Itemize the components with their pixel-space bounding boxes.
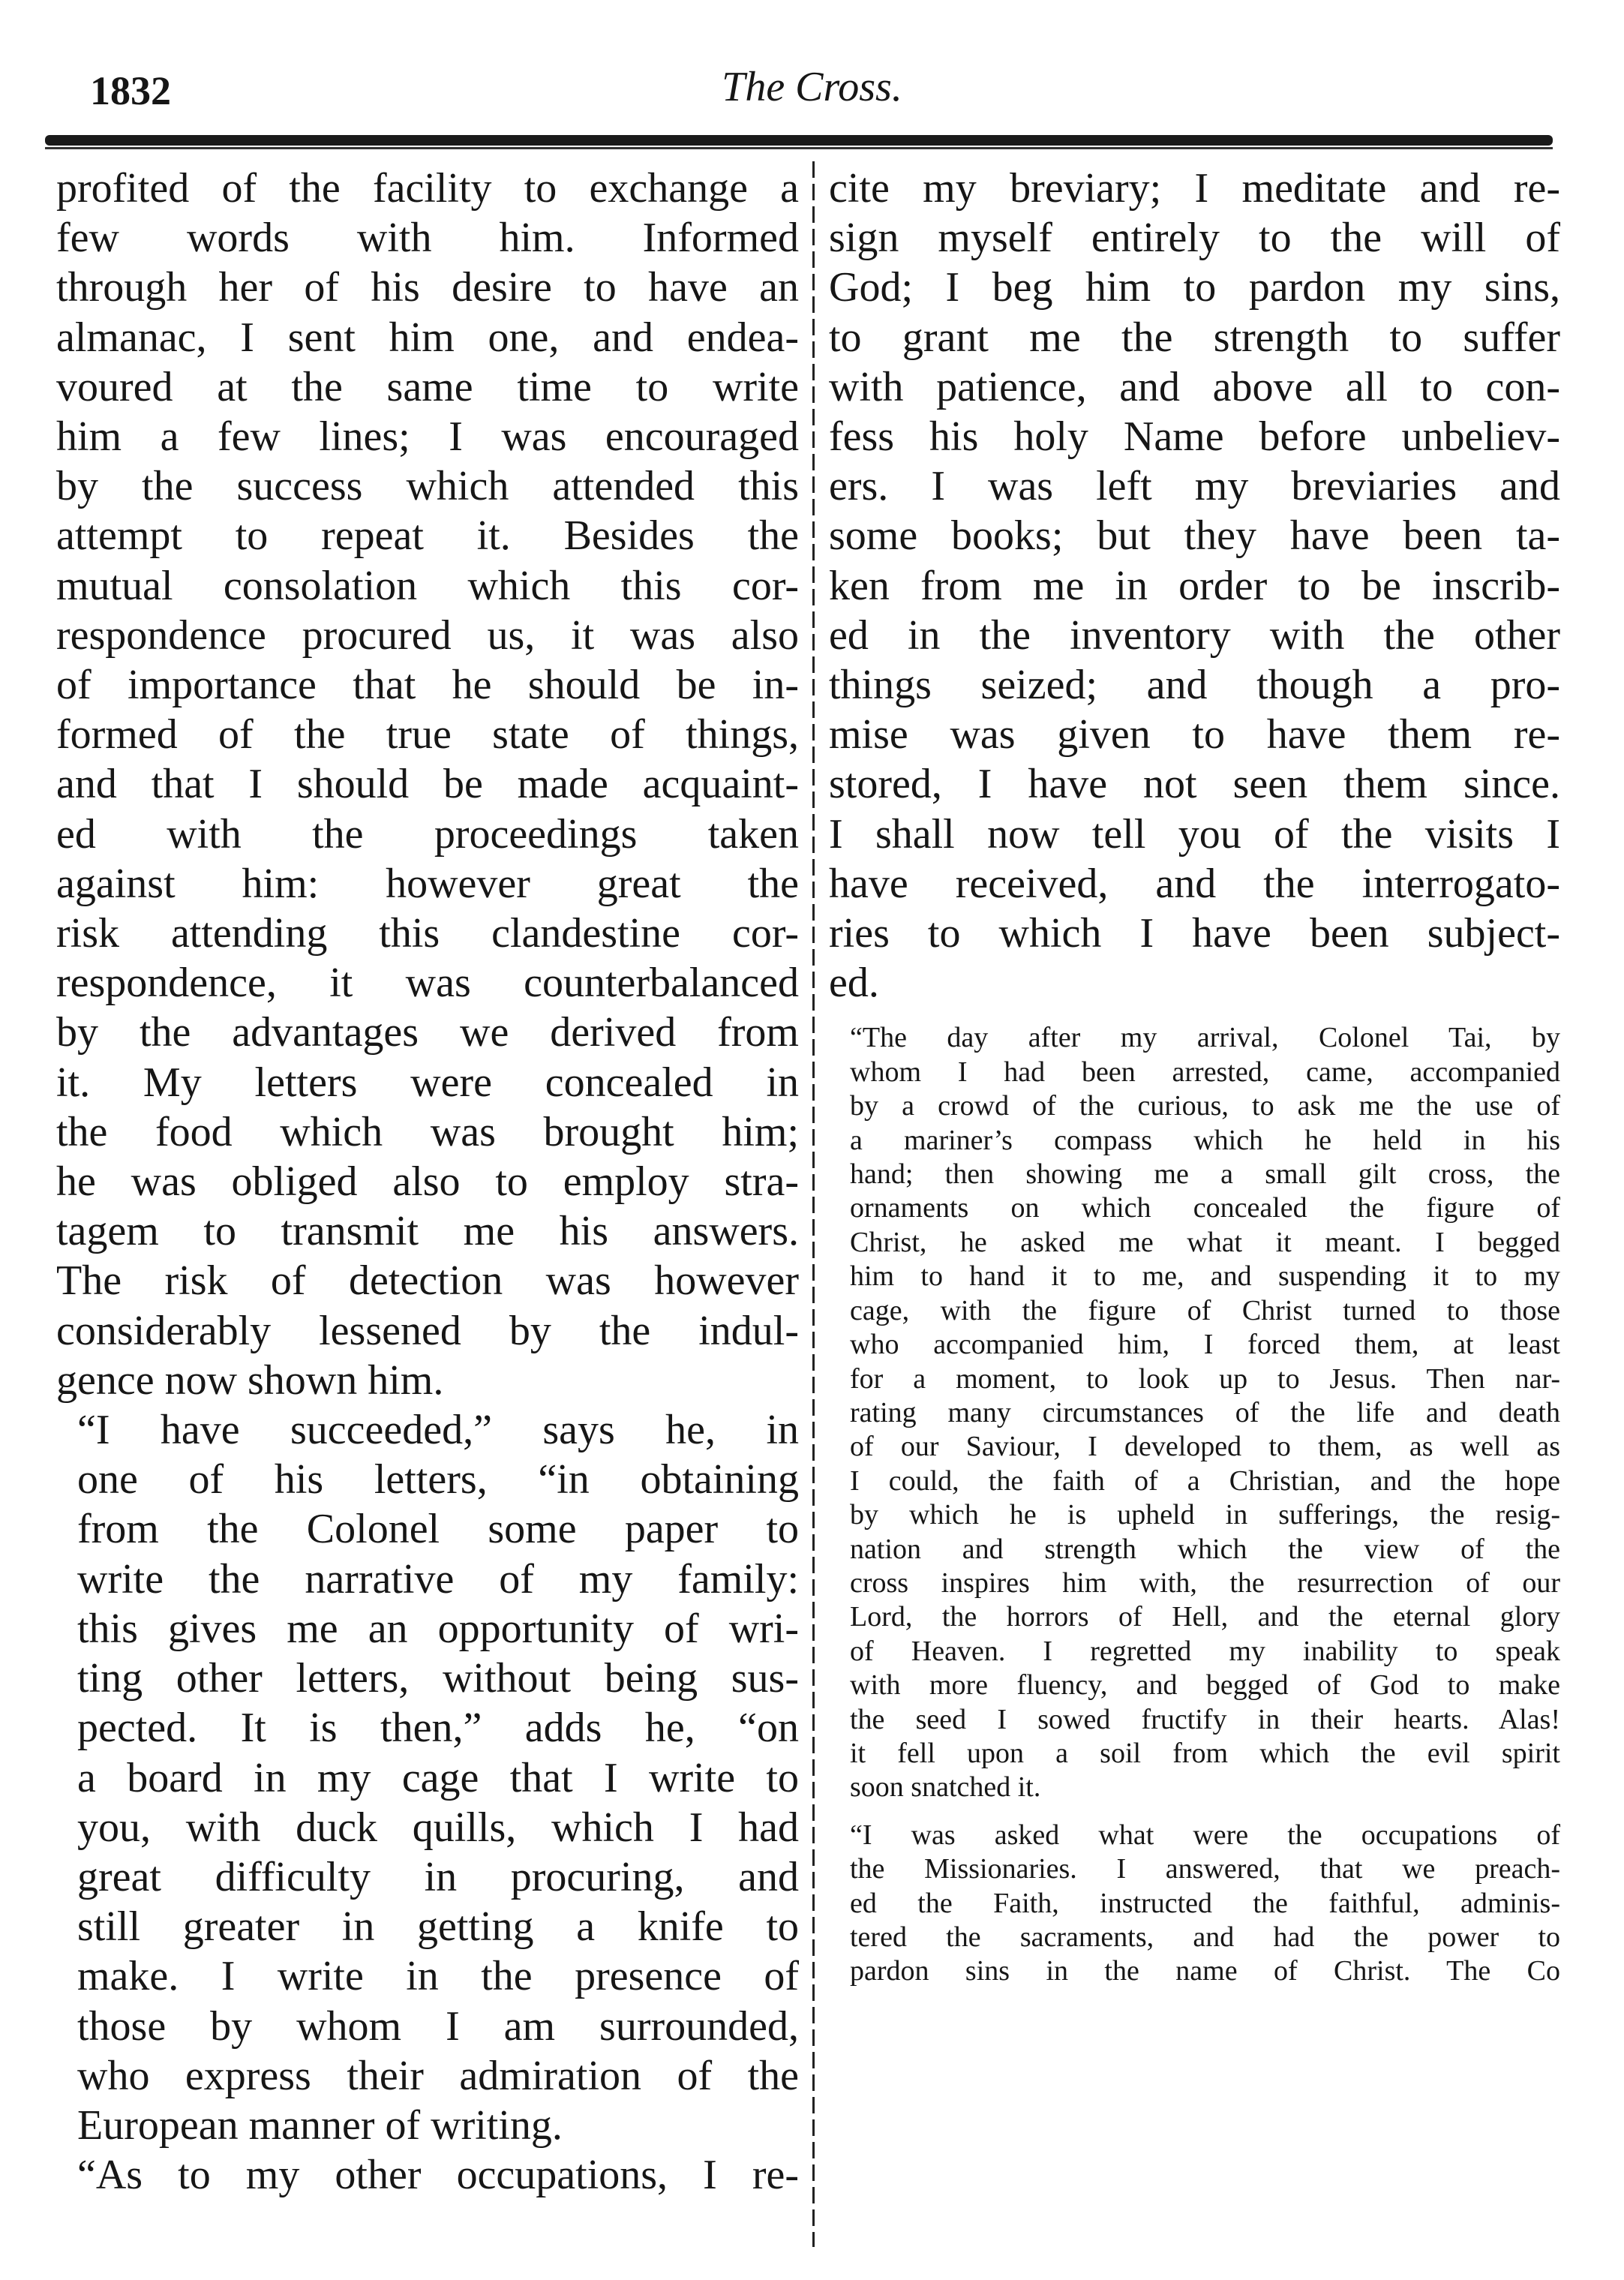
text-line: “I was asked what were the occupations of: [850, 1819, 1560, 1851]
text-line: this gives me an opportunity of wri-: [77, 1605, 799, 1652]
text-line: by the success which attended this: [56, 463, 799, 510]
column-divider: [812, 161, 815, 2247]
text-line: hand; then showing me a small gilt cross, the: [850, 1158, 1560, 1191]
text-line: Christ, he asked me what it meant. I begged: [850, 1226, 1560, 1258]
text-line: few words with him. Informed: [56, 215, 799, 262]
text-line: sign myself entirely to the will of: [829, 215, 1560, 262]
text-line: mutual consolation which this cor-: [56, 562, 799, 609]
left-paragraph-2: [56, 1405, 799, 2150]
text-line: of our Saviour, I developed to them, as well as: [850, 1431, 1560, 1463]
text-line: he was obliged also to employ stra-: [56, 1158, 799, 1206]
text-line: fess his holy Name before unbeliev-: [829, 413, 1560, 461]
text-line: ornaments on which concealed the figure of: [850, 1192, 1560, 1224]
text-line: against him: however great the: [56, 860, 799, 907]
page-header: [0, 53, 1624, 120]
text-line: still greater in getting a knife to: [77, 1903, 799, 1951]
text-line: it. My letters were concealed in: [56, 1059, 799, 1106]
text-line: pardon sins in the name of Christ. The Co: [850, 1955, 1560, 1987]
text-line: cite my breviary; I meditate and re-: [829, 165, 1560, 212]
text-line: tagem to transmit me his answers.: [56, 1208, 799, 1255]
text-line: considerably lessened by the indul-: [56, 1307, 799, 1354]
running-title: The Cross.: [722, 64, 902, 110]
text-line: great difficulty in procuring, and: [77, 1853, 799, 1900]
text-line: whom I had been arrested, came, accompanied: [850, 1056, 1560, 1088]
text-line: I could, the faith of a Christian, and the hope: [850, 1464, 1560, 1497]
text-line: soon snatched it.: [850, 1771, 1041, 1804]
text-line: by which he is upheld in sufferings, the resig-: [850, 1499, 1560, 1531]
text-line: by a crowd of the curious, to ask me the use of: [850, 1090, 1560, 1122]
text-line: almanac, I sent him one, and endea-: [56, 314, 799, 361]
text-line: you, with duck quills, which I had: [77, 1804, 799, 1851]
text-line: through her of his desire to have an: [56, 264, 799, 311]
header-rule: [45, 135, 1553, 146]
text-line: profited of the facility to exchange a: [56, 165, 799, 212]
text-line: “The day after my arrival, Colonel Tai, by: [850, 1022, 1560, 1054]
text-line: ed.: [829, 960, 879, 1007]
text-line: attempt to repeat it. Besides the: [56, 512, 799, 560]
text-line: a mariner’s compass which he held in his: [850, 1124, 1560, 1156]
text-line: “As to my other occupations, I re-: [77, 2152, 799, 2199]
text-line: with patience, and above all to con-: [829, 363, 1560, 410]
text-line: by the advantages we derived from: [56, 1009, 799, 1056]
text-line: ed the Faith, instructed the faithful, adminis-: [850, 1887, 1560, 1919]
text-line: the Missionaries. I answered, that we preach-: [850, 1853, 1560, 1885]
text-line: European manner of writing.: [77, 2101, 563, 2149]
right-paragraph-3: [829, 1819, 1560, 1989]
text-line: formed of the true state of things,: [56, 711, 799, 758]
left-paragraph-1: [56, 164, 799, 1405]
text-line: pected. It is then,” adds he, “on: [77, 1705, 799, 1752]
text-line: nation and strength which the view of the: [850, 1533, 1560, 1565]
text-line: cross inspires him with, the resurrection of our: [850, 1567, 1560, 1599]
right-paragraph-2: [829, 1021, 1560, 1804]
text-line: make. I write in the presence of: [77, 1953, 799, 2000]
text-line: voured at the same time to write: [56, 363, 799, 410]
text-line: who express their admiration of the: [77, 2052, 799, 2099]
text-line: some books; but they have been ta-: [829, 512, 1560, 560]
text-line: it fell upon a soil from which the evil spirit: [850, 1737, 1560, 1769]
text-line: who accompanied him, I forced them, at least: [850, 1329, 1560, 1361]
text-line: and that I should be made acquaint-: [56, 761, 799, 808]
text-line: ers. I was left my breviaries and: [829, 463, 1560, 510]
text-line: God; I beg him to pardon my sins,: [829, 264, 1560, 311]
text-line: “I have succeeded,” says he, in: [77, 1407, 799, 1454]
text-line: ries to which I have been subject-: [829, 910, 1560, 957]
text-line: ting other letters, without being sus-: [77, 1655, 799, 1702]
text-line: mise was given to have them re-: [829, 711, 1560, 758]
text-line: one of his letters, “in obtaining: [77, 1456, 799, 1503]
text-line: of importance that he should be in-: [56, 662, 799, 709]
text-line: the food which was brought him;: [56, 1108, 799, 1155]
text-line: cage, with the figure of Christ turned to those: [850, 1294, 1560, 1326]
text-line: him a few lines; I was encouraged: [56, 413, 799, 461]
text-line: rating many circumstances of the life and death: [850, 1396, 1560, 1428]
text-line: stored, I have not seen them since.: [829, 761, 1560, 808]
text-line: him to hand it to me, and suspending it to my: [850, 1260, 1560, 1293]
text-line: Lord, the horrors of Hell, and the eternal glory: [850, 1601, 1560, 1633]
text-line: with more fluency, and begged of God to make: [850, 1669, 1560, 1702]
text-line: things seized; and though a pro-: [829, 662, 1560, 709]
text-line: for a moment, to look up to Jesus. Then nar-: [850, 1362, 1560, 1395]
right-column: [829, 164, 1560, 1989]
text-line: ed in the inventory with the other: [829, 611, 1560, 659]
text-line: from the Colonel some paper to: [77, 1506, 799, 1553]
text-line: respondence, it was counterbalanced: [56, 960, 799, 1007]
header-rule-thin: [45, 147, 1553, 149]
text-line: to grant me the strength to suffer: [829, 314, 1560, 361]
text-line: respondence procured us, it was also: [56, 611, 799, 659]
text-line: tered the sacraments, and had the power to: [850, 1921, 1560, 1954]
page-number: 1832: [90, 68, 171, 113]
text-line: The risk of detection was however: [56, 1257, 799, 1305]
text-line: have received, and the interrogato-: [829, 860, 1560, 907]
text-line: I shall now tell you of the visits I: [829, 810, 1560, 858]
text-line: gence now shown him.: [56, 1356, 444, 1404]
text-line: ken from me in order to be inscrib-: [829, 562, 1560, 609]
text-line: the seed I sowed fructify in their hearts. Alas!: [850, 1703, 1560, 1735]
left-paragraph-3: [56, 2150, 799, 2200]
text-line: a board in my cage that I write to: [77, 1754, 799, 1801]
right-paragraph-1: [829, 164, 1560, 1008]
text-line: ed with the proceedings taken: [56, 810, 799, 858]
text-line: those by whom I am surrounded,: [77, 2002, 799, 2050]
text-line: write the narrative of my family:: [77, 1555, 799, 1603]
left-column: [56, 164, 799, 2200]
text-line: of Heaven. I regretted my inability to speak: [850, 1635, 1560, 1667]
text-line: risk attending this clandestine cor-: [56, 910, 799, 957]
